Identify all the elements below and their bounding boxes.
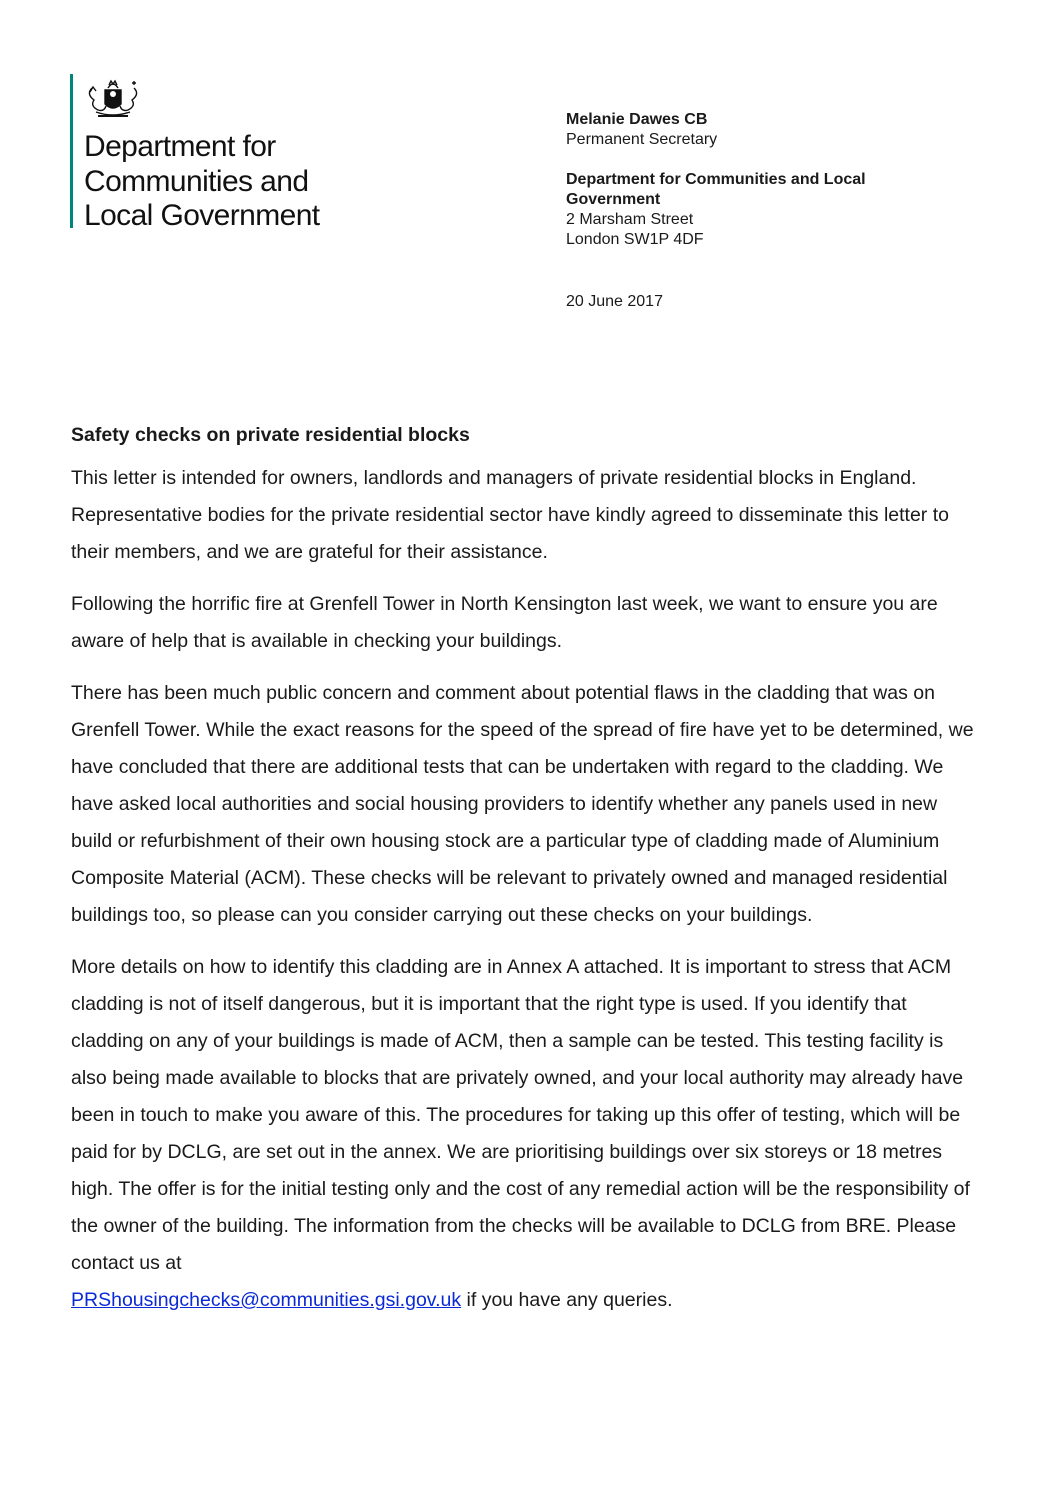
paragraph-1: This letter is intended for owners, landlords and managers of private residential blocks in England. Representative bodies for the private residential sector have kindly agreed to disseminate this letter to their members, and we are grateful for their assistance. [71, 467, 949, 563]
sender-address-2: London SW1P 4DF [566, 231, 704, 248]
letter-date: 20 June 2017 [566, 293, 663, 310]
paragraph-4 [71, 949, 981, 1319]
letter-heading: Safety checks on private residential blocks [71, 424, 470, 446]
sender-dept-line-1: Department for Communities and Local [566, 171, 866, 188]
sender-role: Permanent Secretary [566, 131, 718, 148]
paragraph-4-end: if you have any queries. [461, 1289, 673, 1311]
logo-line-3: Local Government [84, 199, 320, 232]
logo-line-1: Department for [84, 130, 276, 163]
contact-email-link[interactable]: PRShousingchecks@communities.gsi.gov.uk [71, 1289, 462, 1311]
sender-address-1: 2 Marsham Street [566, 211, 694, 228]
paragraph-2: Following the horrific fire at Grenfell Tower in North Kensington last week, we want to ensure you are aware of help that is available in checking your buildings. [71, 593, 938, 652]
paragraph-4-text: More details on how to identify this cladding are in Annex A attached. It is important to stress that ACM cladding is not of itself dangerous, but it is important that the right type is used. If you identify that cladding on any of your buildings is made of ACM, then a sample can be tested. This testing facility is also being made available to blocks that are privately owned, and your local authority may already have been in touch to make you aware of this. The procedures for taking up this offer of testing, which will be paid for by DCLG, are set out in the annex. We are prioritising buildings over six storeys or 18 metres high. The offer is for the initial testing only and the cost of any remedial action will be the responsibility of the owner of the building. The information from the checks will be available to DCLG from BRE. Please contact us at [71, 956, 970, 1274]
sender-dept-line-2: Government [566, 191, 661, 208]
logo-line-2: Communities and [84, 164, 309, 198]
sender-block [566, 110, 926, 250]
sender-name: Melanie Dawes CB [566, 111, 708, 128]
royal-coat-of-arms-icon [82, 76, 144, 124]
department-name [84, 130, 320, 234]
logo-rule [70, 74, 73, 228]
paragraph-3: There has been much public concern and comment about potential flaws in the cladding that was on Grenfell Tower. While the exact reasons for the speed of the spread of fire have yet to be determined, we have concluded that there are additional tests that can be undertaken with regard to the cladding. We have asked local authorities and social housing providers to identify whether any panels used in new build or refurbishment of their own housing stock are a particular type of cladding made of Aluminium Composite Material (ACM). These checks will be relevant to privately owned and managed residential buildings too, so please can you consider carrying out these checks on your buildings. [71, 682, 974, 926]
letter-body [71, 423, 981, 1334]
